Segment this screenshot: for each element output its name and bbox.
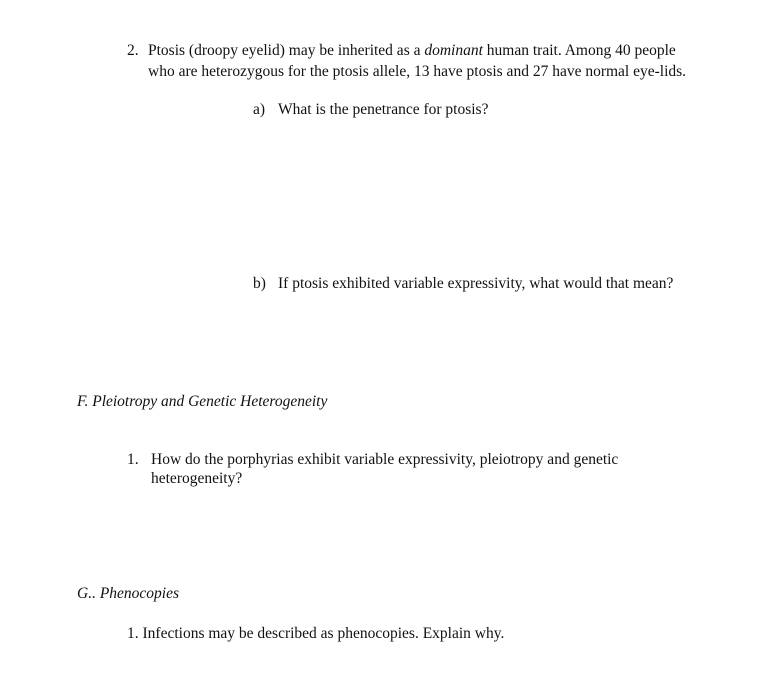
question-2-number: 2. <box>127 42 139 59</box>
section-f-question-1-number: 1. <box>127 451 139 468</box>
question-2-text-start: Ptosis (droopy eyelid) may be inherited as a <box>148 42 425 59</box>
question-2-line-1 <box>148 41 676 61</box>
part-a-label: a) <box>253 101 266 118</box>
question-2-emphasis: dominant <box>424 42 483 59</box>
question-2-text-end: human trait. Among 40 people <box>482 42 676 59</box>
section-f-heading: F. Pleiotropy and Genetic Heterogeneity <box>77 393 328 410</box>
part-a-question: What is the penetrance for ptosis? <box>278 101 489 118</box>
section-g-question-1: 1. Infections may be described as phenocopies. Explain why. <box>127 625 505 642</box>
section-f-question-1-line-1: How do the porphyrias exhibit variable expressivity, pleiotropy and genetic <box>151 451 619 468</box>
section-g-heading: G.. Phenocopies <box>77 585 180 602</box>
part-b-label: b) <box>253 275 266 292</box>
question-2-line-2: who are heterozygous for the ptosis allele, 13 have ptosis and 27 have normal eye-lids. <box>148 63 687 80</box>
part-b-question: If ptosis exhibited variable expressivity, what would that mean? <box>278 275 674 292</box>
section-f-question-1-line-2: heterogeneity? <box>151 470 243 487</box>
